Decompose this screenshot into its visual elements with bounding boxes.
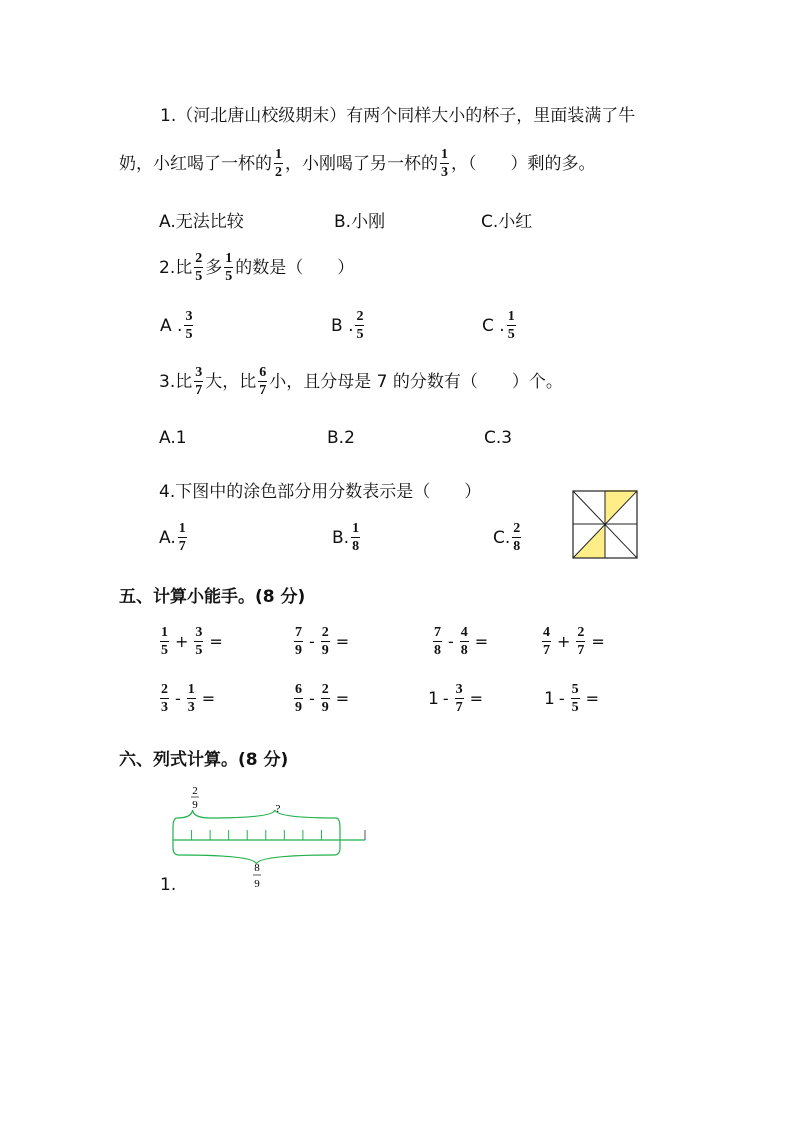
top-fraction-denominator: 9 <box>192 799 198 811</box>
left-bracket <box>173 818 179 855</box>
q3-stem: 3.比 $\frac{3}{7}$ 大，比 $\frac{6}{7}$ 小，且分母是 7 的分数有（ ）个。 <box>159 365 563 398</box>
q4-option-b[interactable]: B. $\frac{1}{8}$ <box>332 521 360 554</box>
q2-frac-1: $\frac{2}{5}$ <box>195 251 203 284</box>
calc-expression-1-2 <box>292 626 353 658</box>
calc-expression-1-4 <box>540 626 609 658</box>
second-fraction: $\frac{3}{5}$ <box>195 625 203 658</box>
equals-sign: = <box>335 632 350 651</box>
q1-option-c[interactable]: C.小红 <box>481 212 533 232</box>
second-fraction: $\frac{1}{3}$ <box>187 682 195 715</box>
second-fraction: $\frac{5}{5}$ <box>571 682 579 715</box>
first-fraction: $\frac{2}{3}$ <box>161 682 168 715</box>
operator: - <box>442 689 449 708</box>
q1-frac-a: $\frac{1}{2}$ <box>275 147 282 180</box>
q2-option-c[interactable]: C . $\frac{1}{5}$ <box>482 309 515 342</box>
second-fraction: $\frac{3}{7}$ <box>455 682 463 715</box>
first-fraction: $\frac{6}{9}$ <box>295 682 302 715</box>
q3-frac-1: $\frac{3}{7}$ <box>195 365 203 398</box>
q3-option-a[interactable]: A.1 <box>159 428 187 448</box>
q1-line2: 奶，小红喝了一杯的 $\frac{1}{2}$ ，小刚喝了另一杯的 $\frac{1}{3}$ ，（ ）剩的多。 <box>119 147 596 180</box>
q4-shaded-square-figure <box>571 490 639 560</box>
right-bracket <box>334 818 340 855</box>
equals-sign: = <box>585 689 600 708</box>
first-fraction: $\frac{7}{8}$ <box>434 625 441 658</box>
section6-item-number: 1. <box>160 875 177 895</box>
equals-sign: = <box>474 632 489 651</box>
q1-frac-b: $\frac{1}{3}$ <box>441 147 448 180</box>
section-six-title: 六、列式计算。(8 分) <box>119 750 289 770</box>
second-fraction: $\frac{2}{9}$ <box>321 625 329 658</box>
calc-expression-1-3 <box>431 626 492 658</box>
q3-option-c[interactable]: C.3 <box>484 428 513 448</box>
whole-number: 1 <box>428 689 439 709</box>
operator: - <box>175 689 181 708</box>
q4-option-a[interactable]: A. $\frac{1}{7}$ <box>159 521 186 554</box>
operator: + <box>557 632 571 651</box>
calc-expression-1-1 <box>158 626 227 658</box>
operator: - <box>309 689 315 708</box>
q1-option-a[interactable]: A.无法比较 <box>159 212 244 232</box>
calc-expression-2-1 <box>158 683 219 715</box>
operator: - <box>448 632 454 651</box>
bottom-fraction-numerator: 8 <box>254 862 260 874</box>
first-fraction: $\frac{1}{5}$ <box>161 625 168 658</box>
whole-number: 1 <box>544 689 555 709</box>
q3-frac-2: $\frac{6}{7}$ <box>259 365 267 398</box>
q4-option-c[interactable]: C. $\frac{2}{8}$ <box>493 521 521 554</box>
calc-expression-2-4 <box>544 683 603 715</box>
q4-stem: 4.下图中的涂色部分用分数表示是（ ） <box>159 482 482 502</box>
operator: - <box>558 689 565 708</box>
q3-option-b[interactable]: B.2 <box>327 428 355 448</box>
top-brace-question <box>210 810 336 818</box>
calc-expression-2-3 <box>428 683 487 715</box>
section-five-title: 五、计算小能手。(8 分) <box>119 587 306 607</box>
equals-sign: = <box>209 632 223 651</box>
bottom-fraction-denominator: 9 <box>254 878 260 890</box>
operator: - <box>309 632 315 651</box>
second-fraction: $\frac{4}{8}$ <box>460 625 468 658</box>
question-mark-label: ? <box>275 803 281 815</box>
top-brace-two-ninths <box>177 810 210 818</box>
q2-option-b[interactable]: B . $\frac{2}{5}$ <box>331 309 364 342</box>
equals-sign: = <box>591 632 605 651</box>
first-fraction: $\frac{4}{7}$ <box>543 625 550 658</box>
q2-option-a[interactable]: A . $\frac{3}{5}$ <box>160 309 193 342</box>
equals-sign: = <box>335 689 350 708</box>
q2-stem: 2.比 $\frac{2}{5}$ 多 $\frac{1}{5}$ 的数是（ ） <box>159 251 355 284</box>
equals-sign: = <box>201 689 216 708</box>
first-fraction: $\frac{7}{9}$ <box>295 625 302 658</box>
operator: + <box>175 632 189 651</box>
segment-diagram <box>165 782 375 897</box>
q1-line1: 1.（河北唐山校级期末）有两个同样大小的杯子，里面装满了牛 <box>160 106 636 126</box>
top-fraction-numerator: 2 <box>192 785 198 797</box>
q2-frac-2: $\frac{1}{5}$ <box>225 251 233 284</box>
q1-option-b[interactable]: B.小刚 <box>334 212 386 232</box>
second-fraction: $\frac{2}{9}$ <box>321 682 329 715</box>
equals-sign: = <box>469 689 484 708</box>
calc-expression-2-2 <box>292 683 353 715</box>
second-fraction: $\frac{2}{7}$ <box>577 625 585 658</box>
